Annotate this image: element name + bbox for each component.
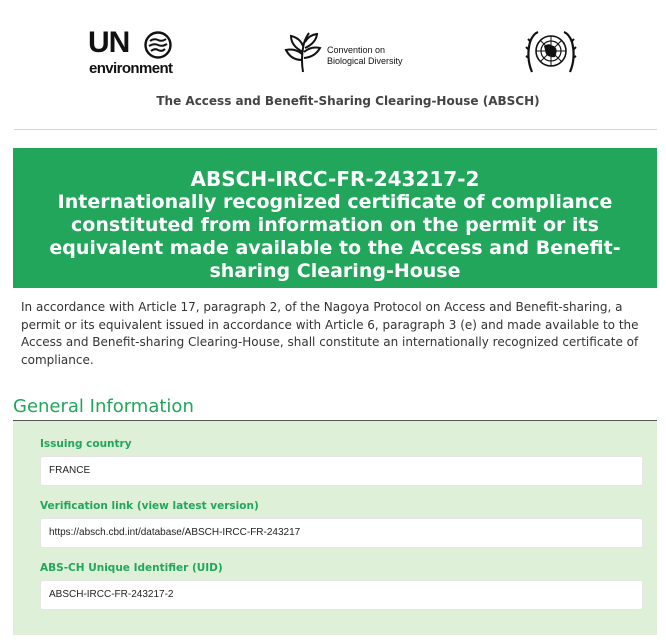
unep-logo-subtext: environment	[89, 60, 173, 77]
cbd-logo-text-line2: Biological Diversity	[327, 56, 403, 66]
header-divider	[14, 129, 657, 130]
certificate-banner	[13, 148, 657, 288]
verification-link-label[interactable]: Verification link (view latest version)	[40, 500, 259, 512]
verification-link-field[interactable]: https://absch.cbd.int/database/ABSCH-IRCC-FR-243217	[40, 518, 643, 548]
cbd-leaf-icon	[283, 30, 323, 74]
issuing-country-field: FRANCE	[40, 456, 643, 486]
certificate-description: Internationally recognized certificate of compliance constituted from information on the permit or its equivalent made available to the Access and Benefit-sharing Clearing-House	[49, 191, 621, 282]
un-environment-logo	[88, 28, 178, 76]
un-emblem-icon	[524, 28, 578, 76]
site-title: The Access and Benefit-Sharing Clearing-House (ABSCH)	[156, 94, 540, 108]
unep-logo-text: UN	[88, 26, 130, 59]
section-title-general-information: General Information	[13, 396, 194, 417]
certificate-id: ABSCH-IRCC-FR-243217-2	[190, 167, 480, 191]
logo-bar	[0, 0, 666, 90]
cbd-logo-text-line1: Convention on	[327, 45, 386, 55]
issuing-country-label: Issuing country	[40, 438, 132, 450]
cbd-logo	[283, 30, 413, 80]
uid-label: ABS-CH Unique Identifier (UID)	[40, 562, 223, 574]
intro-paragraph: In accordance with Article 17, paragraph 2, of the Nagoya Protocol on Access and Benefit-sharing, a permit or its equivalent issued in accordance with Article 6, paragraph 3 (e) and made available to the Access and Benefit-sharing Clearing-House, shall constitute an internationally recognized certificate of compliance.	[21, 300, 639, 367]
uid-field: ABSCH-IRCC-FR-243217-2	[40, 580, 643, 610]
unep-globe-icon	[144, 31, 172, 59]
